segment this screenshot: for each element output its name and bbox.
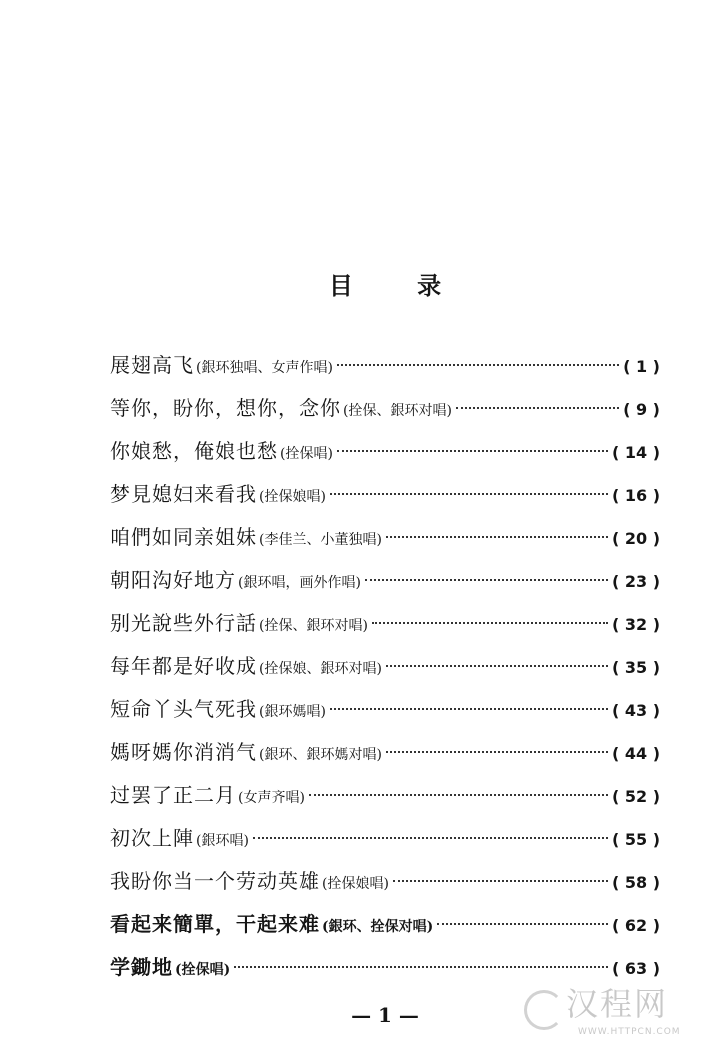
entry-page: ( 1 ) <box>623 357 660 376</box>
entry-title: 短命丫头气死我 <box>110 697 257 721</box>
entry-title: 展翅高飞 <box>110 353 194 377</box>
entry-page: ( 44 ) <box>611 744 660 763</box>
toc-entry <box>110 516 660 559</box>
entry-page: ( 20 ) <box>611 529 660 548</box>
entry-page: ( 9 ) <box>623 400 660 419</box>
entry-page: ( 43 ) <box>611 701 660 720</box>
entry-title: 看起来簡單，干起来难 <box>110 912 320 936</box>
toc-entry <box>110 903 660 946</box>
entry-title: 每年都是好收成 <box>110 654 257 678</box>
dot-leader <box>309 794 608 796</box>
dot-leader <box>337 450 608 452</box>
entry-note: (銀环唱，画外作唱) <box>238 575 361 591</box>
toc-entry <box>110 946 660 989</box>
entry-title: 我盼你当一个劳动英雄 <box>110 869 320 893</box>
entry-note: (銀环独唱、女声作唱) <box>196 360 333 376</box>
entry-note: (拴保、銀环对唱) <box>343 403 452 419</box>
dot-leader <box>393 880 608 882</box>
dot-leader <box>456 407 619 409</box>
toc-entry <box>110 559 660 602</box>
toc-entry <box>110 387 660 430</box>
entry-note: (拴保娘、銀环对唱) <box>259 661 382 677</box>
entry-note: (女声齐唱) <box>238 790 305 806</box>
entry-title: 过罢了正二月 <box>110 783 236 807</box>
entry-note: (拴保娘唱) <box>259 489 326 505</box>
dot-leader <box>330 493 608 495</box>
entry-title: 初次上陣 <box>110 826 194 850</box>
watermark-name: 汉程网 <box>566 985 669 1023</box>
entry-note: (拴保唱) <box>280 446 333 462</box>
table-of-contents <box>110 344 660 989</box>
watermark-url: WWW.HTTPCN.COM <box>578 1027 681 1037</box>
dot-leader <box>386 665 608 667</box>
entry-note: (銀环、銀环媽对唱) <box>259 747 382 763</box>
entry-note: (拴保、銀环对唱) <box>259 618 368 634</box>
toc-entry <box>110 344 660 387</box>
toc-entry <box>110 817 660 860</box>
entry-page: ( 32 ) <box>611 615 660 634</box>
entry-page: ( 35 ) <box>611 658 660 677</box>
entry-page: ( 23 ) <box>611 572 660 591</box>
dot-leader <box>234 966 608 968</box>
entry-note: (銀环媽唱) <box>259 704 326 720</box>
dot-leader <box>365 579 608 581</box>
page-title: 目 录 <box>328 271 442 300</box>
entry-note: (銀环、拴保对唱) <box>322 919 434 935</box>
entry-title: 媽呀媽你消消气 <box>110 740 257 764</box>
entry-title: 朝阳沟好地方 <box>110 568 236 592</box>
entry-title: 咱們如同亲姐妹 <box>110 525 257 549</box>
entry-note: (拴保娘唱) <box>322 876 389 892</box>
toc-entry <box>110 860 660 903</box>
toc-entry <box>110 774 660 817</box>
footer-page-number: — 1 — <box>351 1003 419 1027</box>
watermark <box>522 984 702 1044</box>
entry-page: ( 16 ) <box>611 486 660 505</box>
dot-leader <box>386 536 608 538</box>
entry-page: ( 55 ) <box>611 830 660 849</box>
dot-leader <box>437 923 608 925</box>
toc-entry <box>110 473 660 516</box>
entry-title: 别光說些外行話 <box>110 611 257 635</box>
toc-entry <box>110 430 660 473</box>
entry-page: ( 63 ) <box>611 959 660 978</box>
entry-note: (銀环唱) <box>196 833 249 849</box>
entry-page: ( 62 ) <box>611 916 660 935</box>
entry-note: (拴保唱) <box>175 962 231 978</box>
toc-entry <box>110 602 660 645</box>
watermark-logo-icon <box>524 990 564 1030</box>
entry-page: ( 58 ) <box>611 873 660 892</box>
dot-leader <box>386 751 608 753</box>
entry-title: 梦見媳妇来看我 <box>110 482 257 506</box>
entry-page: ( 52 ) <box>611 787 660 806</box>
toc-entry <box>110 731 660 774</box>
dot-leader <box>330 708 608 710</box>
entry-title: 等你，盼你，想你，念你 <box>110 396 341 420</box>
dot-leader <box>372 622 608 624</box>
entry-title: 你娘愁，俺娘也愁 <box>110 439 278 463</box>
toc-entry <box>110 688 660 731</box>
entry-title: 学鋤地 <box>110 955 173 979</box>
toc-entry <box>110 645 660 688</box>
dot-leader <box>253 837 608 839</box>
entry-note: (李佳兰、小董独唱) <box>259 532 382 548</box>
entry-page: ( 14 ) <box>611 443 660 462</box>
dot-leader <box>337 364 619 366</box>
